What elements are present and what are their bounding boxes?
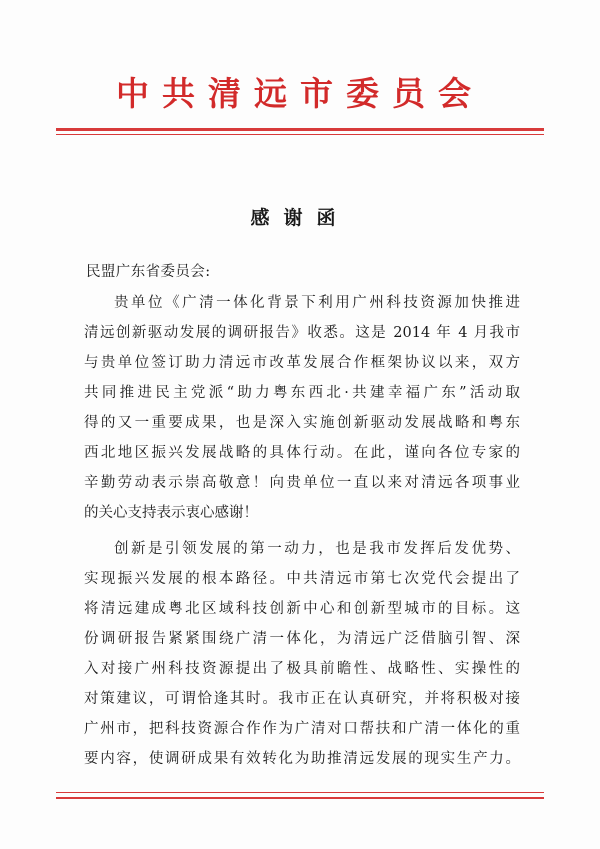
body-line: 贵单位《广清一体化背景下利用广州科技资源加快推进 [114, 295, 520, 311]
body-line: 要内容，使调研成果有效转化为助推清远发展的现实生产力。 [84, 751, 520, 767]
body-line: 辛勤劳动表示崇高敬意！向贵单位一直以来对清远各项事业 [84, 475, 520, 491]
body-line: 清远创新驱动发展的调研报告》收悉。这是 2014 年 4 月我市 [84, 325, 520, 341]
letterhead-title: 中共清远市委员会 [116, 74, 484, 113]
body-line: 的关心支持表示衷心感谢！ [84, 505, 258, 521]
letterhead-rule-thin [56, 134, 544, 135]
body-line: 西北地区振兴发展战略的具体行动。在此，谨向各位专家的 [84, 445, 520, 461]
document-title: 感谢函 [250, 207, 350, 229]
body-line: 创新是引领发展的第一动力，也是我市发挥后发优势、 [114, 541, 520, 557]
body-line: 入对接广州科技资源提出了极具前瞻性、战略性、实操性的 [84, 661, 520, 677]
footer-rule-thick [56, 797, 544, 799]
body-line: 份调研报告紧紧围绕广清一体化，为清远广泛借脑引智、深 [84, 631, 520, 647]
salutation: 民盟广东省委员会: [86, 264, 211, 280]
body-line: 实现振兴发展的根本路径。中共清远市第七次党代会提出了 [84, 571, 520, 587]
body-line: 与贵单位签订助力清远市改革发展合作框架协议以来，双方 [84, 355, 520, 371]
body-line: 将清远建成粤北区域科技创新中心和创新型城市的目标。这 [84, 601, 520, 617]
letterhead-rule-thick [56, 128, 544, 131]
body-line: 共同推进民主党派“助力粤东西北·共建幸福广东”活动取 [84, 385, 520, 401]
body-line: 广州市，把科技资源合作作为广清对口帮扶和广清一体化的重 [84, 721, 520, 737]
body-line: 对策建议，可谓恰逢其时。我市正在认真研究，并将积极对接 [84, 691, 520, 707]
body-line: 得的又一重要成果，也是深入实施创新驱动发展战略和粤东 [84, 415, 520, 431]
footer-rule-thin [56, 792, 544, 793]
